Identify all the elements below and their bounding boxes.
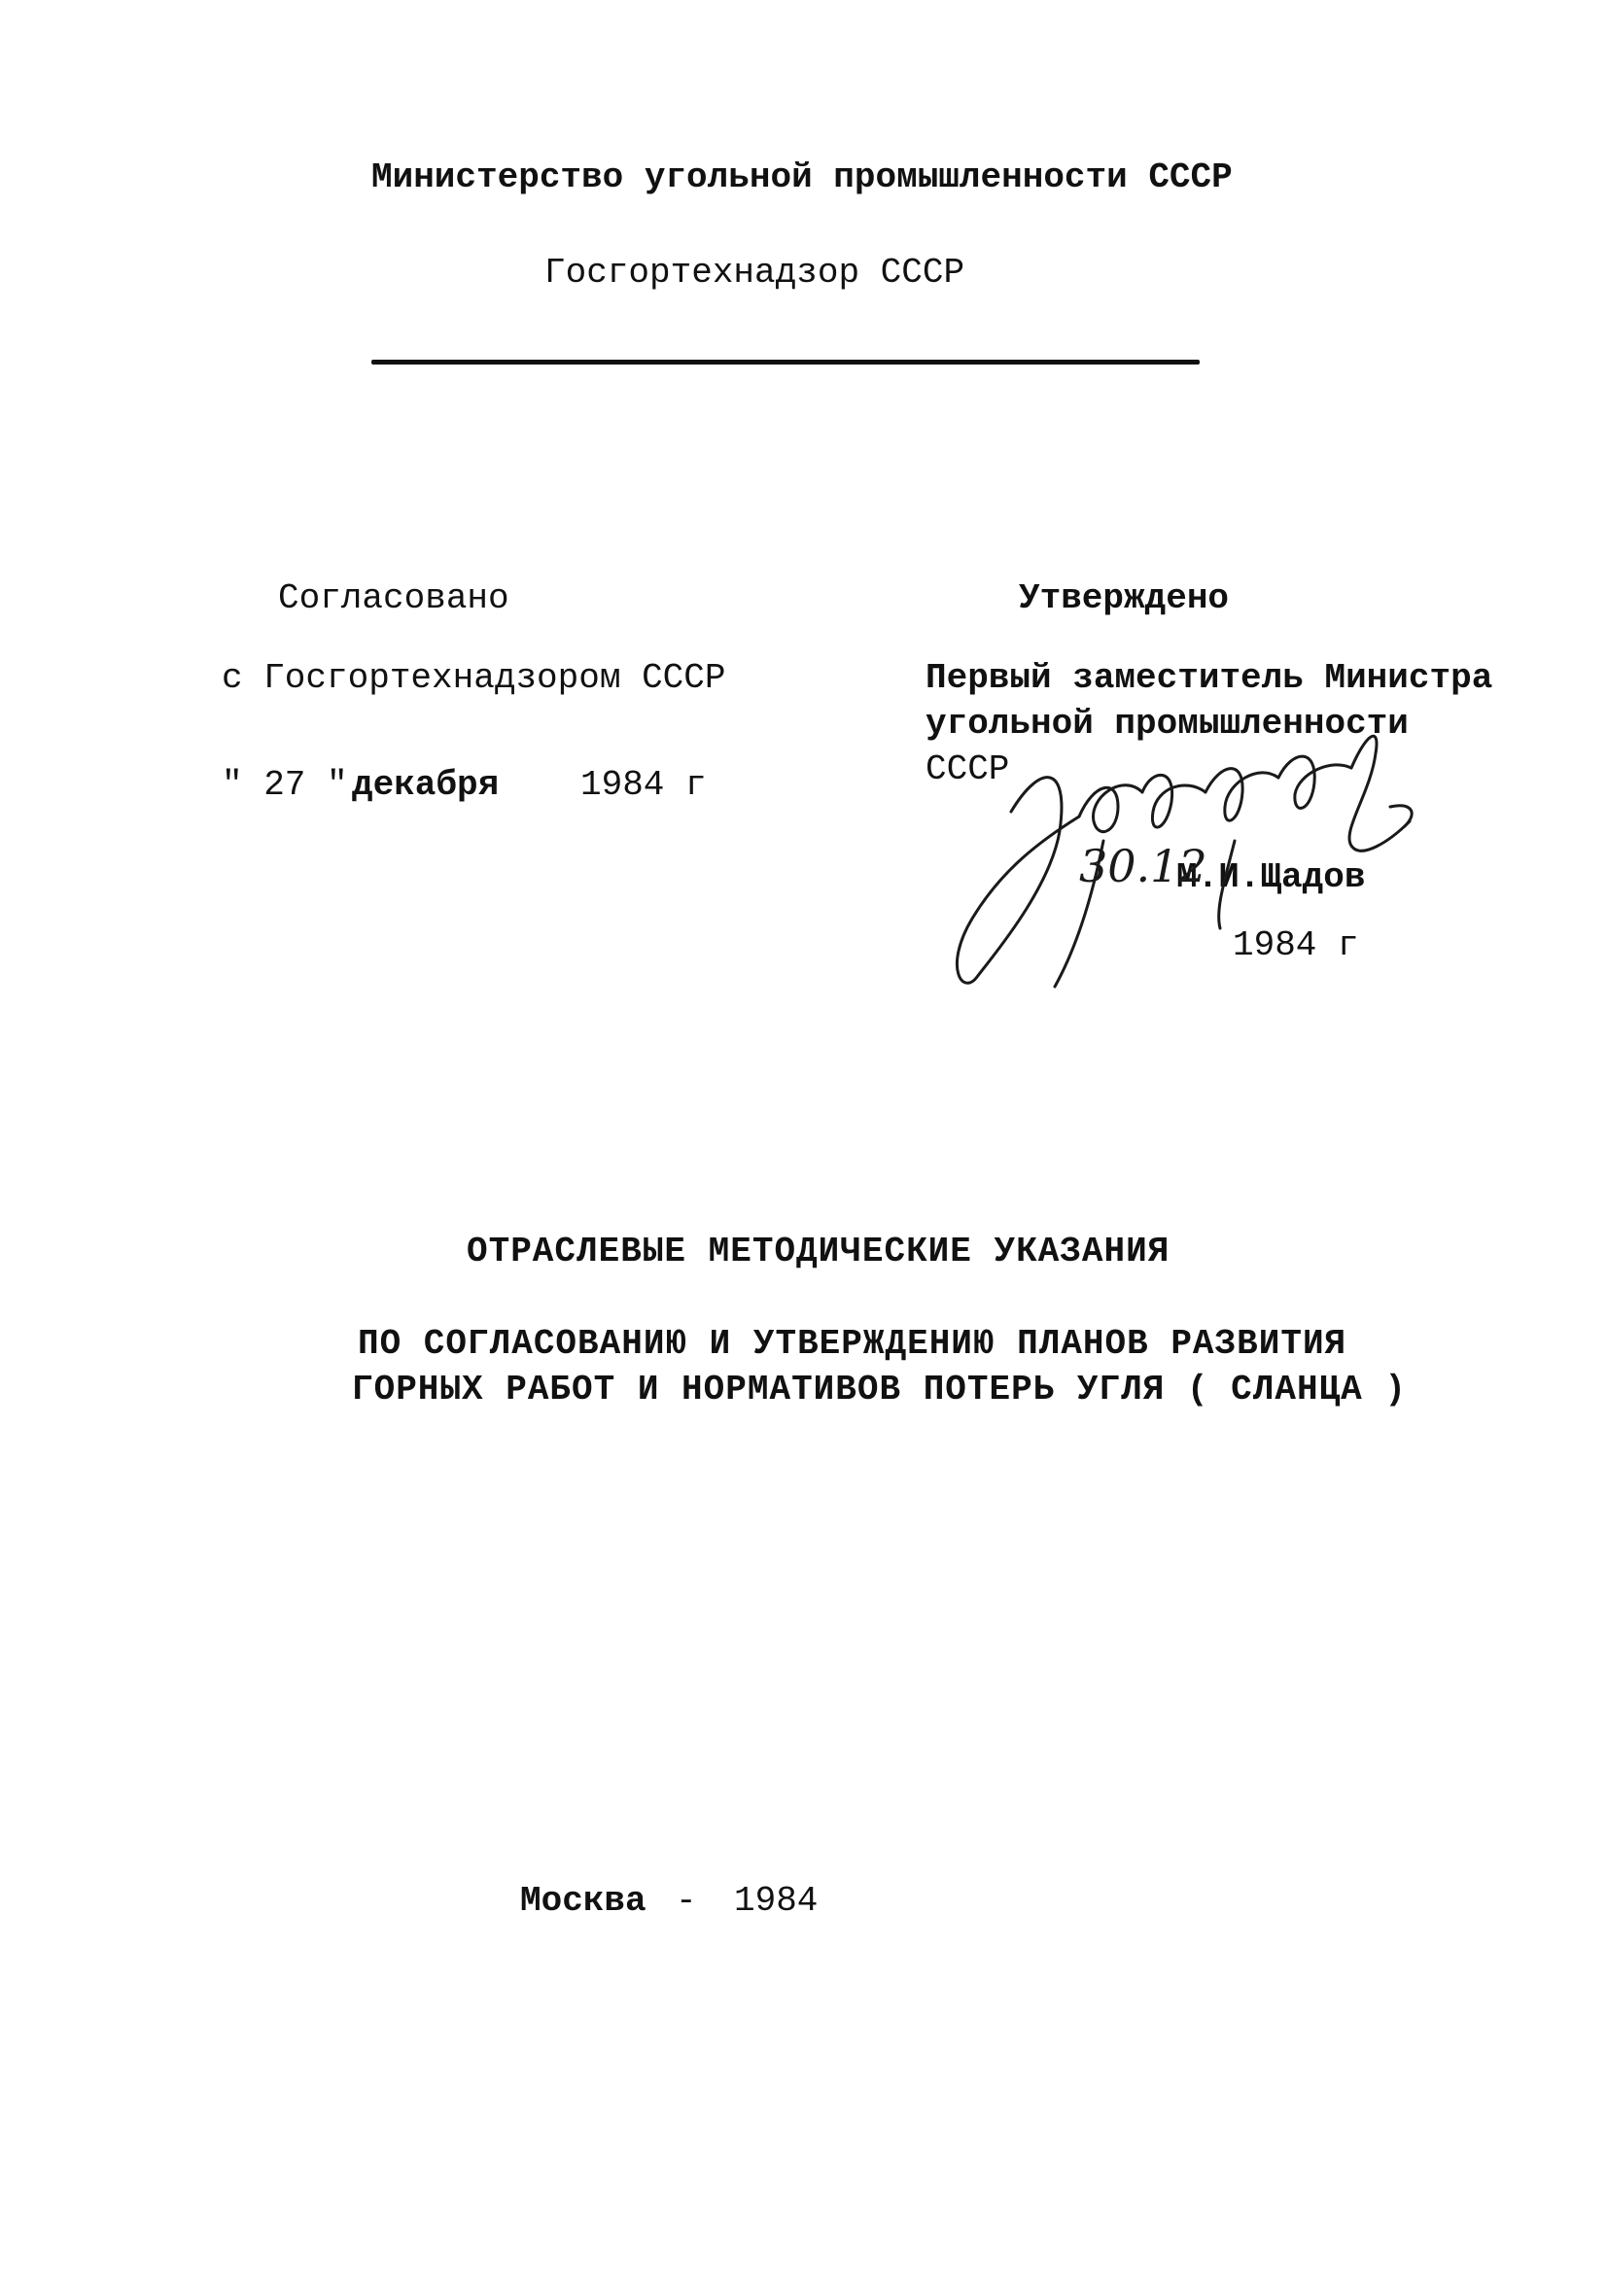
approved-position-line1: Первый заместитель Министра	[926, 658, 1493, 698]
footer-city: Москва	[520, 1881, 646, 1921]
approver-name: М.И.Щадов	[1176, 857, 1366, 897]
agency-heading: Госгортехнадзор СССР	[544, 253, 965, 293]
agreed-label: Согласовано	[278, 578, 509, 618]
document-title-line1: ОТРАСЛЕВЫЕ МЕТОДИЧЕСКИЕ УКАЗАНИЯ	[467, 1232, 1170, 1271]
footer-dash: -	[676, 1881, 697, 1921]
handwritten-signature	[933, 724, 1439, 996]
header-divider	[371, 360, 1200, 365]
approved-position-line2: угольной промышленности	[926, 704, 1409, 744]
ministry-heading: Министерство угольной промышленности СССР	[371, 157, 1233, 197]
approved-label: Утверждено	[1019, 578, 1230, 618]
approved-position-line3: СССР	[926, 749, 1010, 789]
agreed-date-year: 1984 г	[580, 765, 707, 805]
agreed-date-day: " 27 "	[222, 765, 348, 805]
document-title-line2: ПО СОГЛАСОВАНИЮ И УТВЕРЖДЕНИЮ ПЛАНОВ РАЗВИТИЯ	[358, 1324, 1347, 1364]
handwritten-date: 30.12	[1079, 840, 1207, 892]
approved-year: 1984 г	[1233, 925, 1359, 965]
agreed-with: с Госгортехнадзором СССР	[222, 658, 726, 698]
agreed-date-month: декабря	[352, 765, 500, 805]
document-title-line3: ГОРНЫХ РАБОТ И НОРМАТИВОВ ПОТЕРЬ УГЛЯ ( СЛАНЦА )	[352, 1370, 1407, 1409]
footer-year: 1984	[734, 1881, 819, 1921]
